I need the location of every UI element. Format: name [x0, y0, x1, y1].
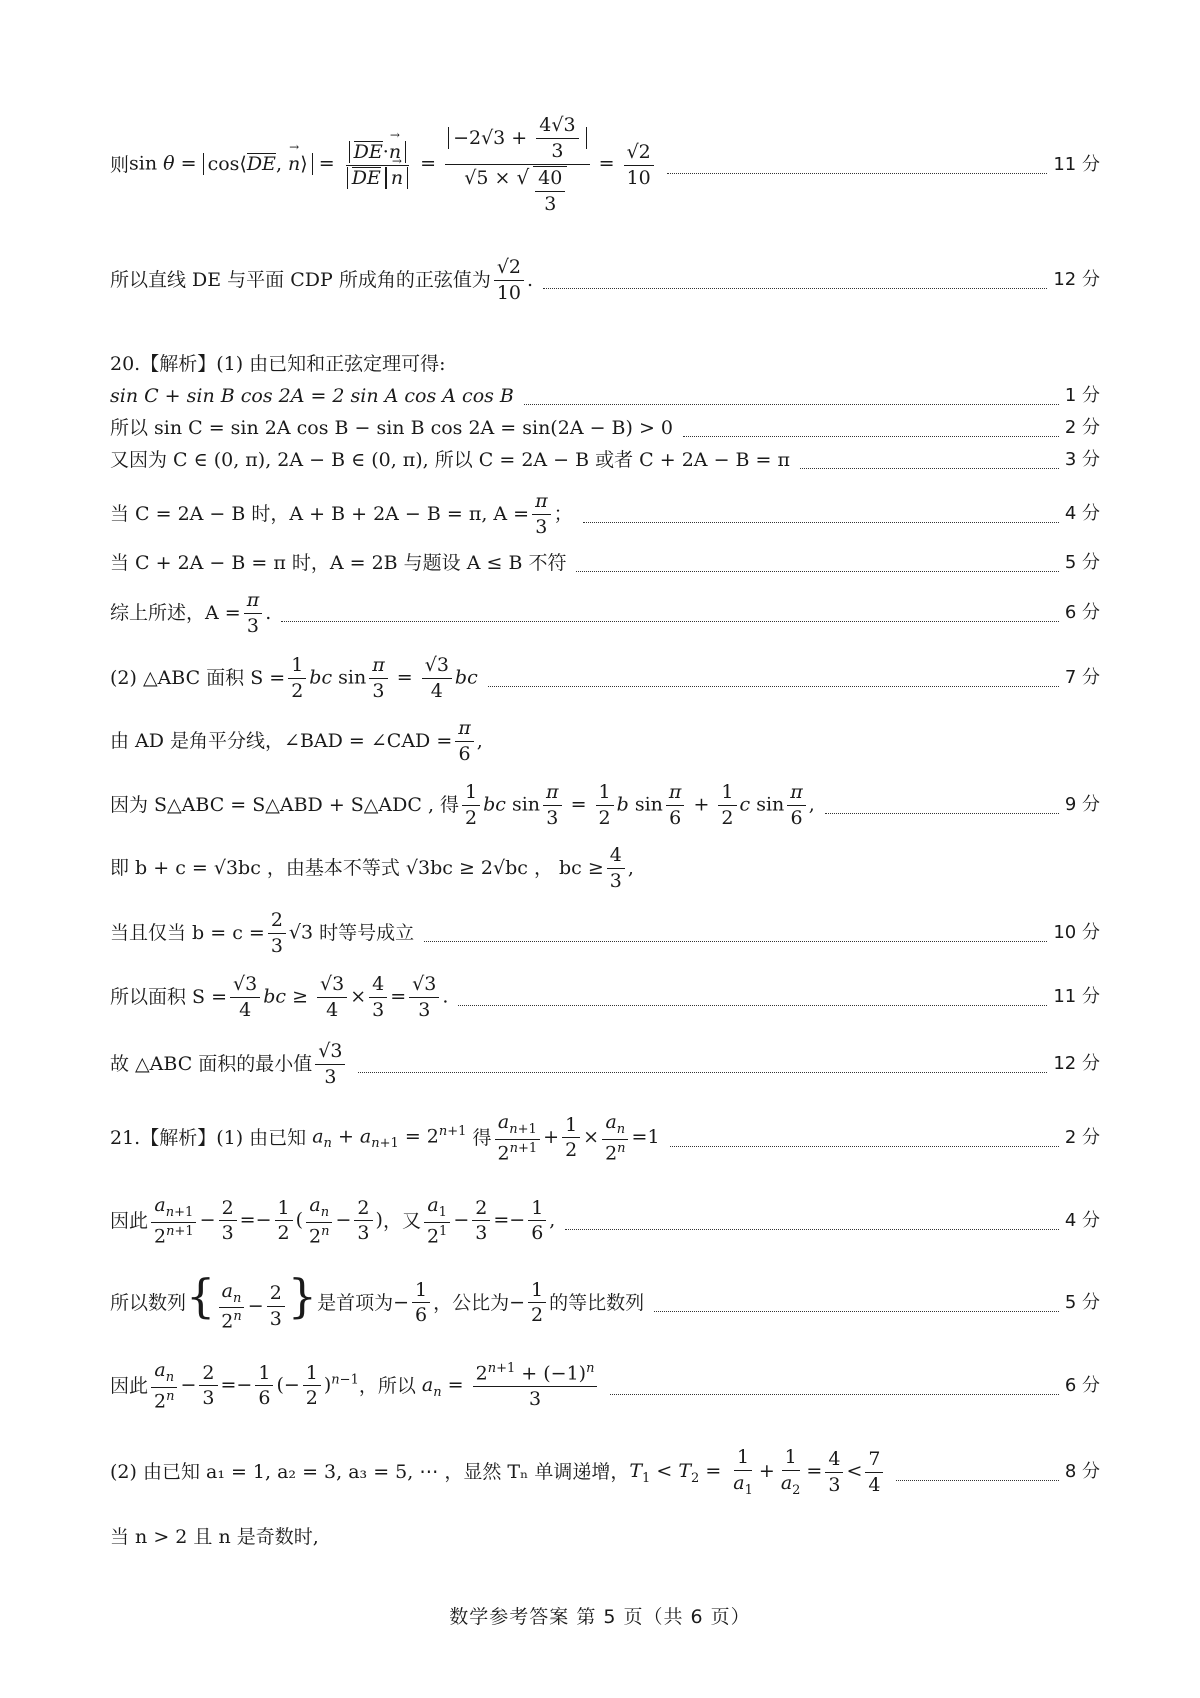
line-step-9: [110, 777, 1100, 833]
fraction-4-over-3: $\frac{4}{3}$: [607, 844, 625, 893]
leader-dots: [524, 403, 1059, 405]
line-prefix: 21.【解析】(1) 由已知: [110, 1126, 307, 1149]
line-odd-case: [110, 1522, 1100, 1552]
line-suffix: ,: [476, 729, 483, 752]
line-step-12: [110, 1034, 1100, 1094]
line-text: 当 n > 2 且 n 是奇数时,: [110, 1525, 319, 1548]
recurrence-ratio: $\frac{a_{n+1}}{2^{n+1}}$ + $\frac{1}{2}$ × $\frac{a_n}{2^n}$ =1: [492, 1111, 660, 1165]
line-mid: ，又: [382, 1209, 421, 1232]
leader-dots: [358, 1071, 1047, 1073]
line-prefix: 当且仅当 b = c =: [110, 921, 265, 944]
q20-heading: [110, 350, 1100, 378]
fraction-sqrt2-over-10: $\frac{√2}{10}$: [494, 256, 524, 305]
page-footer: 数学参考答案 第 5 页（共 6 页）: [449, 1606, 751, 1628]
general-term: $a_n$ = $\frac{2^{n+1} + (-1)^n}{3}$: [416, 1361, 601, 1411]
line-step-2: [110, 414, 1100, 442]
leader-dots: [543, 287, 1047, 289]
score: 6 分: [1064, 1375, 1100, 1397]
line-prefix: 所以数列: [110, 1291, 187, 1314]
line-step-7: [110, 650, 1100, 706]
line-mid-1: 是首项为: [317, 1291, 394, 1314]
first-term-check: $\frac{a_1}{2^1}$ − $\frac{2}{3}$ =− $\frac{1}{6}$ ,: [421, 1194, 555, 1248]
score: 7 分: [1064, 667, 1100, 689]
line-text: 所以直线 DE 与平面 CDP 所成角的正弦值为: [110, 268, 491, 291]
line-suffix: ；: [553, 502, 573, 525]
line-prefix: 当 C = 2A − B 时，A + B + 2A − B = π, A =: [110, 502, 530, 525]
line-12-point-answer: 所以直线 DE 与平面 CDP 所成角的正弦值为 $\frac{√2}{10}$ . 12 分: [110, 255, 1100, 304]
line-step-6-q21: [110, 1355, 1100, 1417]
leader-dots: [667, 172, 1048, 174]
line-step-4-q21: [110, 1190, 1100, 1252]
sin-theta-formula: sin θ = cos⟨DE, → n⟩ = $\frac{DE\cdot\to n}{DE\to n}$ = −2√3 + $\frac{4√3}{3}$ √5 × √ $\frac{40}{3}$ = $\frac{√2}{10}$: [129, 114, 657, 215]
score: 4 分: [1064, 1210, 1100, 1232]
line-inequality: [110, 840, 1100, 896]
fraction-sqrt3-over-3: $\frac{√3}{3}$: [315, 1040, 345, 1089]
fraction-pi-over-3: $\frac{\pi}{3}$: [244, 589, 263, 638]
geometric-relation: $\frac{a_{n+1}}{2^{n+1}}$ − $\frac{2}{3}$ =− $\frac{1}{2}$ ( $\frac{a_n}{2^n}$ − $\frac{2}{3}$ ): [148, 1194, 383, 1248]
leader-dots: [565, 1228, 1058, 1230]
score: 8 分: [1064, 1461, 1100, 1483]
line-prefix: 综上所述，A =: [110, 601, 241, 624]
line-11-point-formula: [110, 100, 1100, 230]
line-angle-bisector: [110, 713, 1100, 769]
score: 2 分: [1064, 417, 1100, 439]
leader-dots: [281, 620, 1059, 622]
line-prefix: (2) △ABC 面积 S =: [110, 666, 286, 689]
line-mid: 得: [472, 1126, 492, 1149]
common-ratio: − $\frac{1}{2}$: [509, 1279, 549, 1328]
general-term-relation: $\frac{a_n}{2^n}$ − $\frac{2}{3}$ =− $\frac{1}{6}$ (− $\frac{1}{2}$ )$^{n-1}$: [148, 1359, 359, 1413]
leader-dots: [424, 940, 1047, 942]
leader-dots: [683, 435, 1059, 437]
line-text: 所以 sin C = sin 2A cos B − sin B cos 2A = sin(2A − B) > 0: [110, 416, 673, 439]
leader-dots: [488, 685, 1059, 687]
q21-heading: [110, 1108, 1100, 1168]
line-mid: ，所以: [358, 1374, 416, 1397]
fraction-pi-over-3: $\frac{\pi}{3}$: [532, 490, 551, 539]
leader-dots: [654, 1310, 1059, 1312]
t-inequality: $T_1 < T_2$ = $\frac{1}{a_1}$ + $\frac{1}{a_2}$ = $\frac{4}{3}$ < $\frac{7}{4}$: [629, 1446, 886, 1498]
score: 11 分: [1053, 154, 1100, 176]
line-prefix: (2) 由已知 a₁ = 1, a₂ = 3, a₃ = 5, ⋯ ，显然 Tₙ 单调递增，: [110, 1460, 630, 1483]
line-text: 又因为 C ∈ (0, π), 2A − B ∈ (0, π), 所以 C = 2A − B 或者 C + 2A − B = π: [110, 448, 790, 471]
fraction-pi-over-6: $\frac{\pi}{6}$: [455, 717, 474, 766]
line-text: sin C + sin B cos 2A = 2 sin A cos A cos B: [110, 384, 514, 407]
line-step-3: [110, 446, 1100, 474]
score: 3 分: [1064, 449, 1100, 471]
score: 6 分: [1064, 602, 1100, 624]
leader-dots: [576, 570, 1058, 572]
score: 10 分: [1053, 922, 1100, 944]
sequence-set: { $\frac{a_n}{2^n}$ − $\frac{2}{3}$ }: [186, 1268, 318, 1333]
score: 12 分: [1053, 269, 1100, 291]
line-prefix: 即 b + c = √3bc ，由基本不等式 √3bc ≥ 2√bc ， bc ≥: [110, 856, 604, 879]
area-bound: $\frac{√3}{4}$ bc ≥ $\frac{√3}{4}$ × $\frac{4}{3}$ = $\frac{√3}{3}$ .: [227, 973, 448, 1022]
line-step-6: [110, 585, 1100, 641]
line-suffix: 的等比数列: [549, 1291, 645, 1314]
score: 12 分: [1053, 1053, 1100, 1075]
score: 5 分: [1064, 552, 1100, 574]
line-step-5: [110, 549, 1100, 577]
line-step-1: [110, 382, 1100, 410]
line-step-8-q21: [110, 1440, 1100, 1504]
line-step-4: [110, 486, 1100, 542]
area-sum-equation: $\frac{1}{2}$ bc sin $\frac{\pi}{3}$ = $\frac{1}{2}$ b sin $\frac{\pi}{6}$ + $\frac{1}{2}$ c sin $\frac{\pi}{6}$ ,: [459, 781, 815, 830]
line-prefix: 故 △ABC 面积的最小值: [110, 1052, 313, 1075]
score: 2 分: [1064, 1127, 1100, 1149]
line-mid-2: ，公比为: [433, 1291, 510, 1314]
leader-dots: [458, 1004, 1047, 1006]
leader-dots: [825, 812, 1059, 814]
score: 4 分: [1064, 503, 1100, 525]
line-suffix: .: [265, 601, 272, 624]
leader-dots: [583, 521, 1059, 523]
leader-dots: [670, 1145, 1059, 1147]
line-prefix: 由 AD 是角平分线，∠BAD = ∠CAD =: [110, 729, 453, 752]
line-step-11: [110, 967, 1100, 1027]
line-prefix: 因此: [110, 1209, 149, 1232]
line-text: 当 C + 2A − B = π 时，A = 2B 与题设 A ≤ B 不符: [110, 551, 567, 574]
score: 11 分: [1053, 986, 1100, 1008]
line-prefix: 因为 S△ABC = S△ABD + S△ADC , 得: [110, 793, 460, 816]
equality-value: $\frac{2}{3}$ √3: [265, 909, 319, 958]
score: 1 分: [1064, 385, 1100, 407]
score: 5 分: [1064, 1292, 1100, 1314]
line-text: 20.【解析】(1) 由已知和正弦定理可得:: [110, 352, 446, 375]
line-prefix: 因此: [110, 1374, 149, 1397]
area-formula: $\frac{1}{2}$ bc sin $\frac{\pi}{3}$ = $\frac{√3}{4}$ bc: [285, 654, 478, 703]
line-suffix: ,: [627, 856, 634, 879]
line-step-10: [110, 905, 1100, 961]
leader-dots: [800, 467, 1059, 469]
first-term: − $\frac{1}{6}$: [393, 1279, 433, 1328]
line-prefix: 则: [110, 153, 130, 176]
line-suffix: 时等号成立: [319, 921, 415, 944]
leader-dots: [896, 1479, 1058, 1481]
score: 9 分: [1064, 794, 1100, 816]
line-prefix: 所以面积 S =: [110, 985, 228, 1008]
line-step-5-q21: [110, 1270, 1100, 1336]
leader-dots: [610, 1393, 1058, 1395]
recurrence: $a_n + a_{n+1} = 2^{n+1}$: [312, 1124, 467, 1152]
